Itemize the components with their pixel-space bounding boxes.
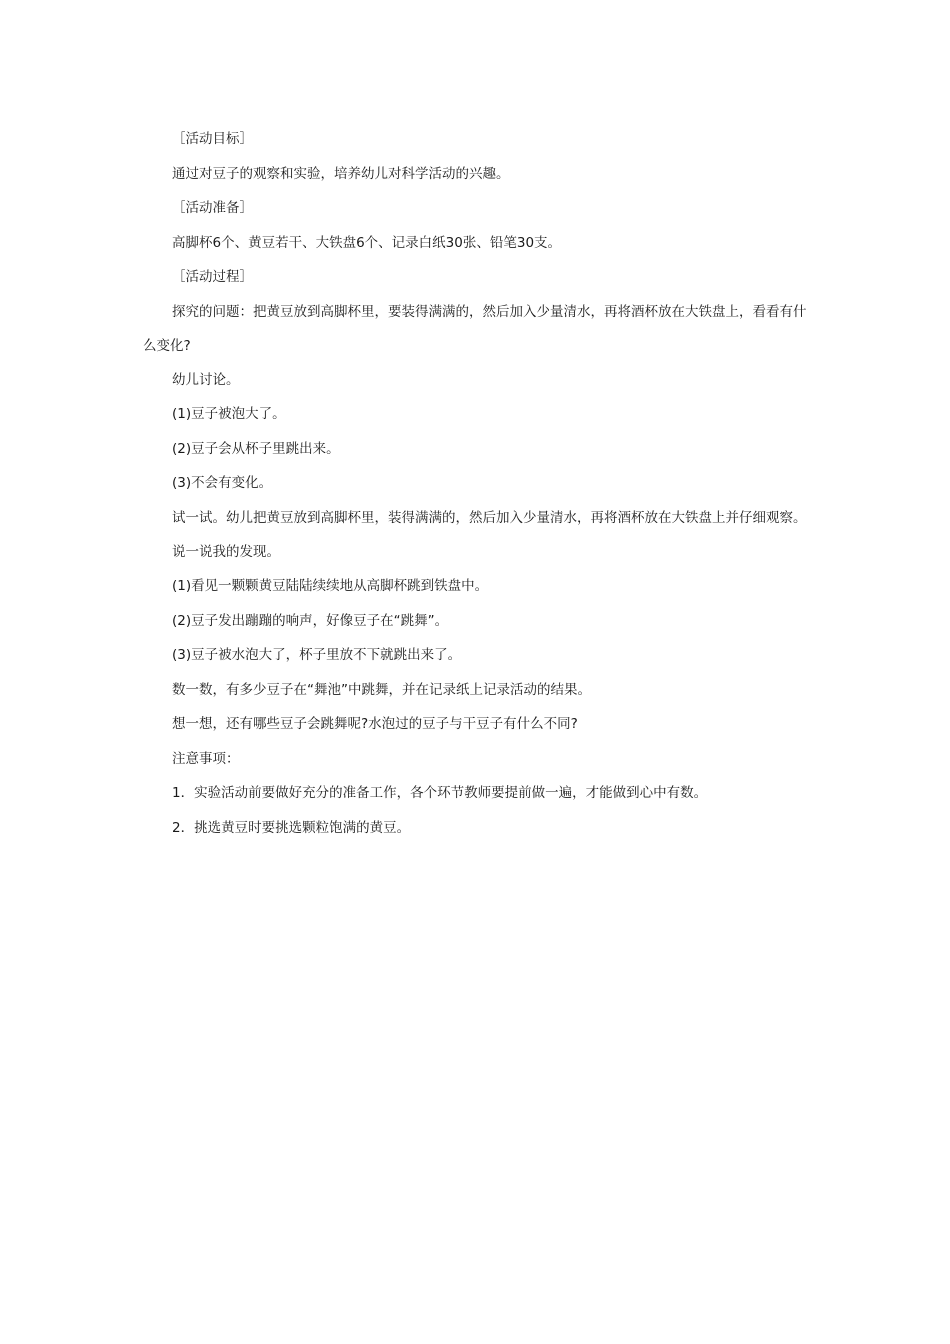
paragraph: 通过对豆子的观察和实验，培养幼儿对科学活动的兴趣。 [172,165,510,182]
paragraph: 数一数，有多少豆子在“舞池”中跳舞，并在记录纸上记录活动的结果。 [172,681,591,698]
paragraph: 探究的问题：把黄豆放到高脚杯里，要装得满满的，然后加入少量清水，再将酒杯放在大铁盘上，看看有什么变化? [143,303,807,354]
document-body [143,122,811,845]
paragraph: 想一想，还有哪些豆子会跳舞呢?水泡过的豆子与干豆子有什么不同? [172,716,578,732]
list-item: (2)豆子会从杯子里跳出来。 [172,440,340,457]
list-item: 2．挑选黄豆时要挑选颗粒饱满的黄豆。 [172,819,411,836]
paragraph: 试一试。幼儿把黄豆放到高脚杯里，装得满满的，然后加入少量清水，再将酒杯放在大铁盘上并仔细观察。 [172,509,807,526]
list-item: (1)看见一颗颗黄豆陆陆续续地从高脚杯跳到铁盘中。 [172,578,489,594]
list-item: (3)不会有变化。 [172,475,273,491]
section-heading-preparation: ［活动准备］ [172,200,253,216]
section-heading-process: ［活动过程］ [172,269,253,285]
section-heading-notes: 注意事项： [172,750,240,767]
section-heading-goal: ［活动目标］ [172,131,253,147]
paragraph: 说一说我的发现。 [172,543,280,560]
paragraph: 幼儿讨论。 [172,371,240,388]
list-item: (3)豆子被水泡大了，杯子里放不下就跳出来了。 [172,647,462,663]
list-item: (2)豆子发出蹦蹦的响声，好像豆子在“跳舞”。 [172,612,449,629]
list-item: 1．实验活动前要做好充分的准备工作，各个环节教师要提前做一遍，才能做到心中有数。 [172,785,708,801]
paragraph: 高脚杯6个、黄豆若干、大铁盘6个、记录白纸30张、铅笔30支。 [172,234,562,251]
list-item: (1)豆子被泡大了。 [172,406,286,422]
